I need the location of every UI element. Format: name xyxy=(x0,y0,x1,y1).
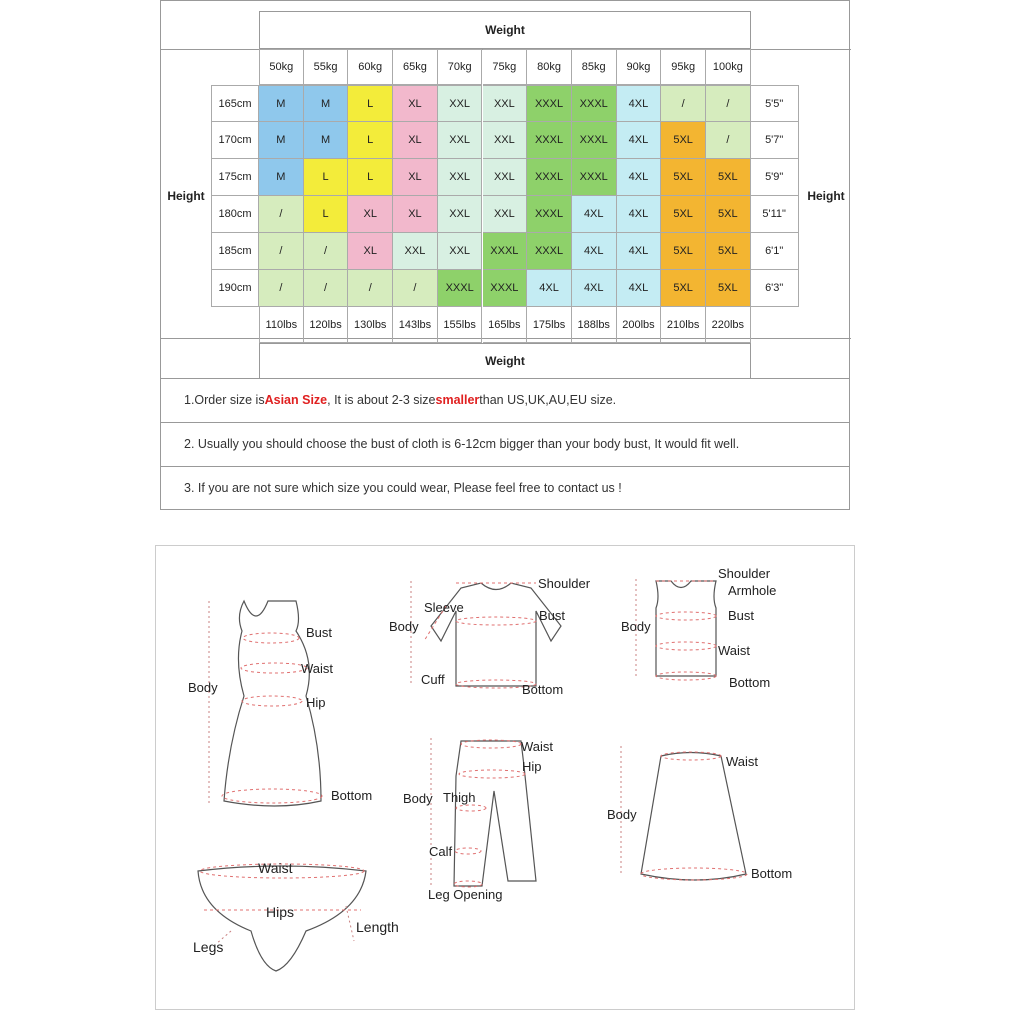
size-cell: XXXL xyxy=(527,85,572,122)
note-2-text: 2. Usually you should choose the bust of cloth is 6-12cm bigger than your body bust, It would fit well. xyxy=(184,437,740,451)
briefs-legs-label: Legs xyxy=(193,939,224,955)
measurement-diagram xyxy=(155,545,855,1010)
weight-kg-header: 70kg xyxy=(438,49,483,85)
size-cell: L xyxy=(304,196,349,233)
weight-kg-header: 50kg xyxy=(259,49,304,85)
weight-kg-header: 100kg xyxy=(706,49,751,85)
weight-kg-header: 85kg xyxy=(572,49,617,85)
height-cm-label: 165cm xyxy=(211,85,259,122)
vest-waist-label: Waist xyxy=(718,643,751,658)
shirt-body-label: Body xyxy=(389,619,419,634)
size-cell: / xyxy=(706,122,751,159)
size-cell: XXXL xyxy=(527,196,572,233)
pants-thigh-label: Thigh xyxy=(443,790,476,805)
height-ft-label: 5'11" xyxy=(751,196,799,233)
size-cell: XXL xyxy=(438,122,483,159)
briefs-hips-label: Hips xyxy=(266,904,295,920)
size-cell: 5XL xyxy=(661,122,706,159)
shirt-cuff-label: Cuff xyxy=(421,672,445,687)
size-cell: M xyxy=(304,122,349,159)
size-cell: 4XL xyxy=(617,122,662,159)
note-3-text: 3. If you are not sure which size you could wear, Please feel free to contact us ! xyxy=(184,481,622,495)
size-cell: / xyxy=(393,270,438,307)
size-cell: 5XL xyxy=(661,196,706,233)
weight-lbs-header: 175lbs xyxy=(527,307,572,343)
size-cell: XXXL xyxy=(483,270,528,307)
note-2 xyxy=(160,422,850,465)
size-cell: M xyxy=(259,122,304,159)
vest-bust-label: Bust xyxy=(728,608,755,623)
size-cell: 5XL xyxy=(706,270,751,307)
vest-armhole-label: Armhole xyxy=(728,583,777,598)
weight-lbs-header: 210lbs xyxy=(661,307,706,343)
pants-leg-opening-label: Leg Opening xyxy=(428,887,503,902)
shirt-bust-label: Bust xyxy=(539,608,566,623)
size-cell: / xyxy=(706,85,751,122)
size-cell: M xyxy=(259,159,304,196)
shirt-shoulder-label: Shoulder xyxy=(538,576,591,591)
size-cell: XXL xyxy=(438,85,483,122)
weight-kg-header: 65kg xyxy=(393,49,438,85)
size-cell: XXXL xyxy=(572,85,617,122)
size-cell: / xyxy=(259,270,304,307)
weight-lbs-header: 110lbs xyxy=(259,307,304,343)
height-ft-label: 5'7" xyxy=(751,122,799,159)
size-cell: XXL xyxy=(483,196,528,233)
height-cm-label: 180cm xyxy=(211,196,259,233)
size-cell: XL xyxy=(393,85,438,122)
note-1-mid: , It is about 2-3 size xyxy=(327,393,436,407)
height-cm-label: 175cm xyxy=(211,159,259,196)
size-cell: XXL xyxy=(438,233,483,270)
size-cell: 5XL xyxy=(706,233,751,270)
size-cell: 5XL xyxy=(706,159,751,196)
size-cell: 5XL xyxy=(661,159,706,196)
size-cell: XL xyxy=(393,159,438,196)
dress-bottom-label: Bottom xyxy=(331,788,373,803)
weight-lbs-header: 188lbs xyxy=(572,307,617,343)
briefs-length-label: Length xyxy=(356,919,399,935)
height-cm-label: 190cm xyxy=(211,270,259,307)
weight-title-top: Weight xyxy=(485,23,525,37)
dress-body-label: Body xyxy=(188,680,218,695)
size-cell: XXXL xyxy=(527,159,572,196)
weight-lbs-header: 155lbs xyxy=(438,307,483,343)
size-cell: XXL xyxy=(393,233,438,270)
size-cell: XXXL xyxy=(572,159,617,196)
briefs-waist-label: Waist xyxy=(258,860,293,876)
size-cell: M xyxy=(304,85,349,122)
size-cell: 4XL xyxy=(572,233,617,270)
weight-lbs-header: 200lbs xyxy=(617,307,662,343)
size-cell: 5XL xyxy=(661,233,706,270)
size-cell: XXXL xyxy=(527,122,572,159)
size-cell: L xyxy=(348,122,393,159)
size-cell: XXL xyxy=(438,196,483,233)
note-1-asian-size: Asian Size xyxy=(264,393,328,407)
weight-kg-header: 75kg xyxy=(483,49,528,85)
size-cell: / xyxy=(304,270,349,307)
size-cell: XXXL xyxy=(438,270,483,307)
size-cell: XL xyxy=(348,196,393,233)
size-cell: / xyxy=(259,233,304,270)
pants-calf-label: Calf xyxy=(429,844,453,859)
size-cell: M xyxy=(259,85,304,122)
size-cell: 4XL xyxy=(527,270,572,307)
dress-bust-label: Bust xyxy=(306,625,333,640)
vest-body-label: Body xyxy=(621,619,651,634)
height-title-left: Height xyxy=(167,189,205,203)
height-title-right: Height xyxy=(807,189,845,203)
size-cell: XXL xyxy=(438,159,483,196)
weight-kg-header: 80kg xyxy=(527,49,572,85)
weight-kg-header: 60kg xyxy=(348,49,393,85)
skirt-body-label: Body xyxy=(607,807,637,822)
weight-lbs-header: 120lbs xyxy=(304,307,349,343)
vest-shoulder-label: Shoulder xyxy=(718,566,771,581)
size-cell: 4XL xyxy=(617,270,662,307)
size-cell: XL xyxy=(393,196,438,233)
size-cell: XXXL xyxy=(483,233,528,270)
size-cell: 4XL xyxy=(617,85,662,122)
height-cm-label: 185cm xyxy=(211,233,259,270)
size-cell: XXXL xyxy=(527,233,572,270)
size-cell: 5XL xyxy=(661,270,706,307)
size-cell: XL xyxy=(393,122,438,159)
weight-kg-header: 55kg xyxy=(304,49,349,85)
vest-bottom-label: Bottom xyxy=(729,675,771,690)
height-ft-label: 6'3" xyxy=(751,270,799,307)
shirt-sleeve-label: Sleeve xyxy=(424,600,464,615)
weight-lbs-header: 165lbs xyxy=(483,307,528,343)
size-cell: XXL xyxy=(483,159,528,196)
size-cell: 4XL xyxy=(617,196,662,233)
pants-hip-label: Hip xyxy=(522,759,542,774)
pants-waist-label: Waist xyxy=(521,739,554,754)
size-cell: 4XL xyxy=(572,196,617,233)
size-cell: XXL xyxy=(483,122,528,159)
note-1 xyxy=(160,378,850,421)
size-cell: 4XL xyxy=(617,233,662,270)
size-cell: L xyxy=(348,159,393,196)
weight-kg-header: 95kg xyxy=(661,49,706,85)
skirt-waist-label: Waist xyxy=(726,754,759,769)
weight-title-bottom: Weight xyxy=(485,354,525,368)
height-cm-label: 170cm xyxy=(211,122,259,159)
size-cell: / xyxy=(661,85,706,122)
size-cell: L xyxy=(304,159,349,196)
dress-waist-label: Waist xyxy=(301,661,334,676)
pants-body-label: Body xyxy=(403,791,433,806)
size-cell: / xyxy=(259,196,304,233)
size-cell: 4XL xyxy=(572,270,617,307)
note-3 xyxy=(160,466,850,509)
size-cell: / xyxy=(304,233,349,270)
size-cell: / xyxy=(348,270,393,307)
weight-lbs-header: 220lbs xyxy=(706,307,751,343)
size-cell: XL xyxy=(348,233,393,270)
weight-lbs-header: 130lbs xyxy=(348,307,393,343)
pants-sketch xyxy=(431,738,536,887)
dress-hip-label: Hip xyxy=(306,695,326,710)
size-cell: XXXL xyxy=(572,122,617,159)
height-ft-label: 6'1" xyxy=(751,233,799,270)
note-1-after: than US,UK,AU,EU size. xyxy=(479,393,617,407)
size-cell: L xyxy=(348,85,393,122)
height-ft-label: 5'9" xyxy=(751,159,799,196)
size-cell: 4XL xyxy=(617,159,662,196)
skirt-bottom-label: Bottom xyxy=(751,866,793,881)
note-1-before: 1.Order size is xyxy=(184,393,265,407)
size-cell: 5XL xyxy=(706,196,751,233)
shirt-bottom-label: Bottom xyxy=(522,682,564,697)
height-ft-label: 5'5" xyxy=(751,85,799,122)
weight-lbs-header: 143lbs xyxy=(393,307,438,343)
weight-kg-header: 90kg xyxy=(617,49,662,85)
note-1-smaller: smaller xyxy=(435,393,480,407)
size-cell: XXL xyxy=(483,85,528,122)
